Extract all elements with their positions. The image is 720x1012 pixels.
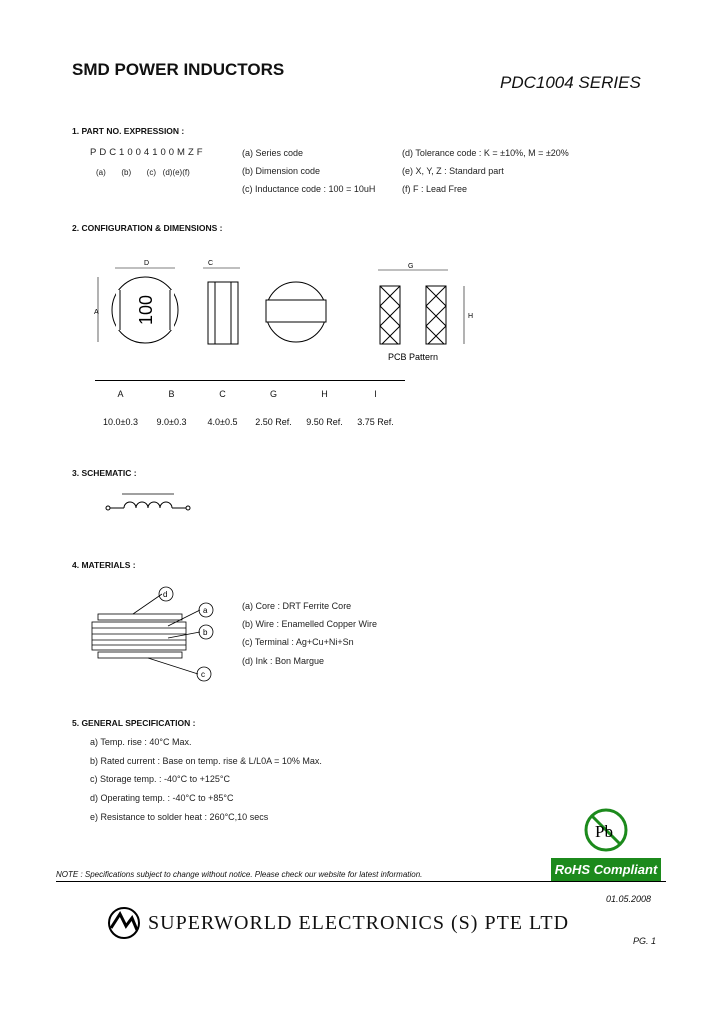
material-item: (c) Terminal : Ag+Cu+Ni+Sn	[242, 637, 354, 647]
dimension-drawing	[90, 252, 490, 372]
material-item: (d) Ink : Bon Margue	[242, 656, 325, 666]
schematic-symbol	[104, 488, 194, 518]
callout-b: b	[203, 628, 208, 637]
schematic-heading: 3. SCHEMATIC :	[72, 468, 137, 478]
dim-value: 9.0±0.3	[156, 417, 187, 427]
materials-drawing	[88, 582, 228, 692]
spec-item: b) Rated current : Base on temp. rise & L/L0A = 10% Max.	[90, 756, 322, 766]
footer-date: 01.05.2008	[606, 894, 652, 904]
callout-d: d	[163, 590, 168, 599]
callout-c: c	[201, 670, 205, 679]
materials-heading: 4. MATERIALS :	[72, 560, 136, 570]
part-left-2: (b) Dimension code	[242, 166, 321, 176]
spec-item: e) Resistance to solder heat : 260°C,10 secs	[90, 812, 269, 822]
part-right-1: (d) Tolerance code : K = ±10%, M = ±20%	[402, 148, 569, 158]
pb-text: Pb	[595, 822, 613, 841]
dimension-table	[95, 380, 405, 427]
dim-header: H	[321, 389, 328, 399]
dim-header: C	[219, 389, 226, 399]
dim-value: 9.50 Ref.	[306, 417, 343, 427]
dim-value: 4.0±0.5	[207, 417, 238, 427]
dim-header: I	[374, 389, 377, 399]
bottom-view	[266, 282, 326, 342]
dimension-value-row	[95, 417, 405, 427]
dim-header: G	[269, 389, 277, 399]
material-item: (a) Core : DRT Ferrite Core	[242, 601, 352, 611]
dim-h-label: H	[468, 313, 474, 320]
pcb-label: PCB Pattern	[388, 352, 439, 362]
dim-g-label: G	[408, 263, 414, 270]
pb-free-icon	[582, 806, 630, 854]
config-heading: 2. CONFIGURATION & DIMENSIONS :	[72, 223, 223, 233]
dim-c-label: C	[208, 260, 214, 267]
callout-a: a	[203, 606, 208, 615]
part-right-3: (f) F : Lead Free	[402, 184, 468, 194]
spec-item: a) Temp. rise : 40°C Max.	[90, 737, 192, 747]
part-no-heading: 1. PART NO. EXPRESSION :	[72, 126, 185, 136]
footer-note: NOTE : Specifications subject to change without notice. Please check our website for latest information.	[56, 870, 666, 882]
part-right-2: (e) X, Y, Z : Standard part	[402, 166, 504, 176]
dim-value: 10.0±0.3	[103, 417, 138, 427]
spec-item: c) Storage temp. : -40°C to +125°C	[90, 774, 231, 784]
marking-text: 100	[136, 294, 156, 326]
dim-value: 2.50 Ref.	[255, 417, 292, 427]
page-title: SMD POWER INDUCTORS	[72, 60, 285, 79]
dimension-header-row	[95, 389, 405, 399]
company-name: SUPERWORLD ELECTRONICS (S) PTE LTD	[148, 912, 570, 934]
dim-a-label: A	[94, 309, 99, 316]
general-heading: 5. GENERAL SPECIFICATION :	[72, 718, 196, 728]
part-left-3: (c) Inductance code : 100 = 10uH	[242, 184, 376, 194]
part-code: PDC1004100MZF	[90, 147, 206, 158]
dim-value: 3.75 Ref.	[357, 417, 394, 427]
dim-header: A	[117, 389, 124, 399]
page-number: PG. 1	[633, 936, 657, 946]
part-left-1: (a) Series code	[242, 148, 304, 158]
dim-d-label: D	[144, 260, 150, 267]
dim-header: B	[168, 389, 175, 399]
series-title: PDC1004 SERIES	[500, 73, 641, 92]
material-item: (b) Wire : Enamelled Copper Wire	[242, 619, 378, 629]
pcb-pattern	[378, 270, 464, 344]
company-logo-icon	[104, 906, 144, 940]
part-code-labels: (a) (b) (c) (d)(e)(f)	[96, 168, 190, 177]
spec-item: d) Operating temp. : -40°C to +85°C	[90, 793, 234, 803]
rohs-label: RoHS Compliant	[554, 862, 658, 877]
side-view	[203, 268, 240, 344]
